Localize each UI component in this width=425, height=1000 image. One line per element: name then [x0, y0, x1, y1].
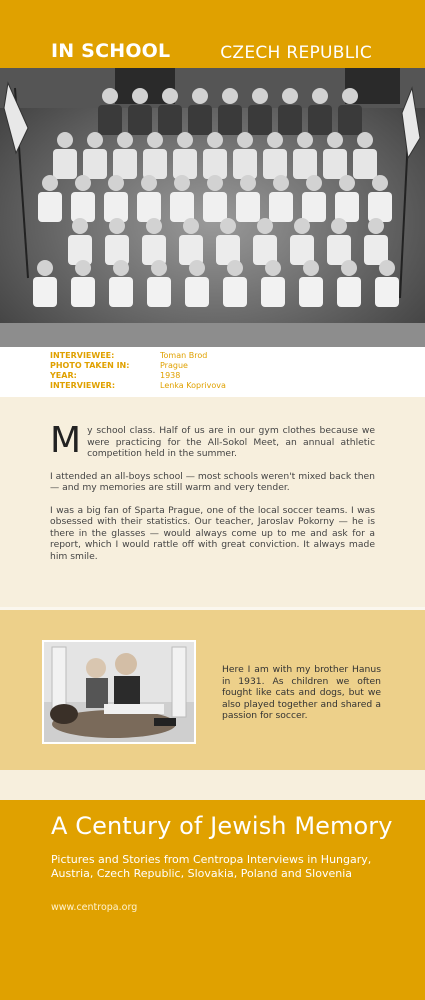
child-figure-head [267, 132, 283, 148]
child-figure-head [102, 88, 118, 104]
child-figure-body [147, 277, 171, 307]
story-text [50, 420, 375, 573]
class-photo [0, 68, 425, 347]
child-figure-body [128, 105, 152, 135]
child-figure-body [263, 149, 287, 179]
meta-label: INTERVIEWER: [50, 381, 116, 390]
story-paragraph: I was a big fan of Sparta Prague, one of the local soccer teams. I was obsessed with their statistics. Our teacher, Jaroslav Pokorny — he is there in the glasses — would always come up to me and ask for a report, which I would rattle off with great conviction. It always made him smile. [50, 504, 375, 562]
child-figure-body [293, 149, 317, 179]
child-figure-head [357, 132, 373, 148]
header-bar [0, 0, 425, 68]
child-figure-head [72, 218, 88, 234]
meta-value: Lenka Koprivova [160, 381, 226, 390]
child-figure-body [38, 192, 62, 222]
child-figure-head [162, 88, 178, 104]
child-figure-body [338, 105, 362, 135]
child-figure-body [71, 277, 95, 307]
child-figure-body [261, 277, 285, 307]
child-figure-head [331, 218, 347, 234]
meta-interviewer [50, 381, 226, 391]
child-figure-head [306, 175, 322, 191]
country-label: CZECH REPUBLIC [220, 43, 372, 63]
child-figure-head [42, 175, 58, 191]
child-figure-body [143, 149, 167, 179]
child-figure-body [170, 192, 194, 222]
child-figure-head [117, 132, 133, 148]
child-figure-head [146, 218, 162, 234]
child-figure-body [236, 192, 260, 222]
child-figure-body [375, 277, 399, 307]
meta-label: PHOTO TAKEN IN: [50, 361, 130, 370]
meta-label: INTERVIEWEE: [50, 351, 115, 360]
child-figure-body [353, 149, 377, 179]
child-figure-head [189, 260, 205, 276]
child-figure-head [113, 260, 129, 276]
child-figure-head [174, 175, 190, 191]
child-figure-head [237, 132, 253, 148]
child-figure-head [339, 175, 355, 191]
child-figure-body [113, 149, 137, 179]
section-title: IN SCHOOL [51, 40, 171, 62]
story-paragraph: I attended an all-boys school — most schools weren't mixed back then — and my memories are still warm and very tender. [50, 470, 375, 493]
child-figure-body [223, 277, 247, 307]
child-figure-body [188, 105, 212, 135]
child-figure-body [248, 105, 272, 135]
child-figure-head [282, 88, 298, 104]
child-figure-body [137, 192, 161, 222]
child-figure-body [173, 149, 197, 179]
child-figure-head [183, 218, 199, 234]
footer-title: A Century of Jewish Memory [51, 812, 393, 840]
brothers-photo [42, 640, 196, 744]
child-figure-body [269, 192, 293, 222]
story-paragraph-text: y school class. Half of us are in our gym clothes because we were practicing for the All-Sokol Meet, an annual athletic competition held in the summer. [87, 425, 375, 459]
child-figure-head [265, 260, 281, 276]
child-figure-head [109, 218, 125, 234]
child-figure-body [109, 277, 133, 307]
child-figure-body [323, 149, 347, 179]
child-figure-body [33, 277, 57, 307]
meta-interviewee [50, 351, 207, 361]
child-figure-body [158, 105, 182, 135]
child-figure-body [203, 192, 227, 222]
child-figure-body [233, 149, 257, 179]
meta-label: YEAR: [50, 371, 77, 380]
child-figure-head [379, 260, 395, 276]
child-figure-body [71, 192, 95, 222]
meta-value: Prague [160, 361, 188, 370]
child-figure-head [303, 260, 319, 276]
child-figure-body [299, 277, 323, 307]
child-figure-body [302, 192, 326, 222]
child-figure-body [83, 149, 107, 179]
child-figure-body [203, 149, 227, 179]
child-figure-head [368, 218, 384, 234]
child-figure-head [207, 132, 223, 148]
child-figure-body [337, 277, 361, 307]
child-figure-head [132, 88, 148, 104]
child-figure-head [207, 175, 223, 191]
child-figure-head [257, 218, 273, 234]
meta-location [50, 361, 188, 371]
child-figure-head [327, 132, 343, 148]
child-figure-head [297, 132, 313, 148]
footer-subtitle: Pictures and Stories from Centropa Interviews in Hungary, Austria, Czech Republic, Slovakia, Poland and Slovenia [51, 853, 372, 880]
child-figure-body [53, 149, 77, 179]
child-figure-body [68, 235, 92, 265]
child-figure-body [335, 192, 359, 222]
child-figure-head [222, 88, 238, 104]
child-figure-body [142, 235, 166, 265]
footer-url[interactable]: www.centropa.org [51, 902, 138, 913]
child-figure-head [108, 175, 124, 191]
child-figure-head [341, 260, 357, 276]
child-figure-head [294, 218, 310, 234]
child-figure-head [220, 218, 236, 234]
child-figure-head [252, 88, 268, 104]
meta-value: 1938 [160, 371, 181, 380]
child-figure-body [98, 105, 122, 135]
child-figure-head [342, 88, 358, 104]
child-figure-head [87, 132, 103, 148]
photo-metadata [0, 347, 425, 397]
child-figure-head [372, 175, 388, 191]
child-figure-body [278, 105, 302, 135]
story-panel [0, 397, 425, 607]
child-figure-head [75, 175, 91, 191]
child-figure-head [227, 260, 243, 276]
child-figure-head [147, 132, 163, 148]
child-figure-head [240, 175, 256, 191]
child-figure-body [185, 277, 209, 307]
child-figure-head [177, 132, 193, 148]
child-figure-head [75, 260, 91, 276]
child-figure-head [37, 260, 53, 276]
story-paragraph [50, 420, 375, 461]
brothers-caption: Here I am with my brother Hanus in 1931. As children we often fought like cats and dogs, but we also played together and shared a passion for soccer. [222, 664, 381, 722]
drop-cap: M [50, 420, 82, 461]
child-figure-body [368, 192, 392, 222]
child-figure-head [151, 260, 167, 276]
child-figure-head [57, 132, 73, 148]
child-figure-body [308, 105, 332, 135]
meta-year [50, 371, 180, 381]
divider-strip [0, 770, 425, 800]
brother-panel [0, 610, 425, 770]
child-figure-head [141, 175, 157, 191]
child-figure-head [192, 88, 208, 104]
meta-value: Toman Brod [160, 351, 208, 360]
child-figure-head [273, 175, 289, 191]
child-figure-head [312, 88, 328, 104]
child-figure-body [105, 235, 129, 265]
footer [0, 800, 425, 1000]
child-figure-body [218, 105, 242, 135]
child-figure-body [104, 192, 128, 222]
